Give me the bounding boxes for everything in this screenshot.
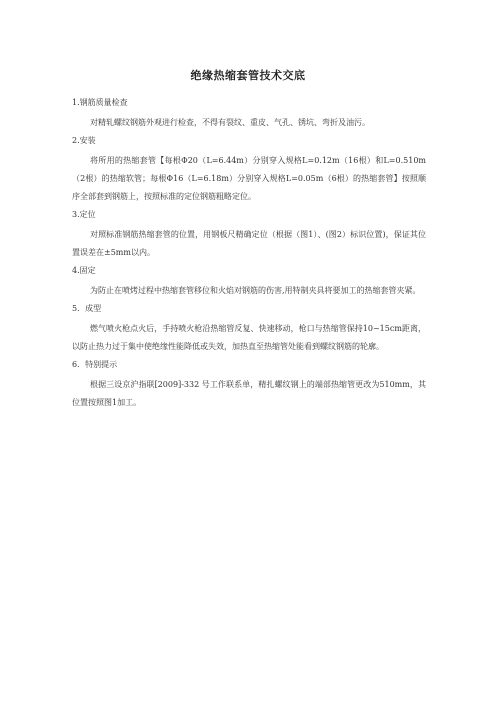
section-heading: 5．成型 — [72, 304, 102, 313]
section-paragraph: 将所用的热缩套管【每根Φ20（L=6.44m）分别穿入规格L=0.12m（16根）和L=0.510m（2根）的热缩软管；每根Φ16（L=6.18m）分别穿入规格L=0.05m（6根）的热缩套管】按照顺序全部套到钢筋上，按照标准的定位钢筋粗略定位。 — [72, 156, 426, 201]
section-heading: 1.钢筋质量检查 — [72, 98, 128, 107]
document-title: 绝缘热缩套管技术交底 — [190, 69, 306, 82]
document-body — [72, 97, 426, 415]
section-paragraph: 对精轧螺纹钢筋外观进行检查，不得有裂纹、重皮、气孔、锈坑、弯折及油污。 — [90, 118, 370, 127]
section-paragraph: 燃气喷火枪点火后，手持喷火枪沿热缩管反复、快速移动，枪口与热缩管保持10~15cm距离，以防止热力过于集中使绝缘性能降低或失效，加热直至热缩管处能看到螺纹钢筋的轮廓。 — [72, 324, 426, 351]
section-installation — [72, 135, 426, 206]
section-quality-check — [72, 97, 426, 132]
section-paragraph: 根据三设京沪指联[2009]-332 号工作联系单，精扎螺纹钢上的端部热缩管更改为510mm，其位置按照图1加工。 — [72, 380, 426, 407]
section-paragraph: 为防止在喷烤过程中热缩套管移位和火焰对钢筋的伤害,用特制夹具将要加工的热缩套管夹紧。 — [90, 286, 421, 295]
section-heading: 6．特别提示 — [72, 360, 118, 369]
section-positioning — [72, 209, 426, 262]
section-heading: 2.安装 — [72, 136, 96, 145]
section-special-notice — [72, 359, 426, 412]
section-fixing — [72, 265, 426, 300]
section-forming — [72, 303, 426, 356]
section-heading: 3.定位 — [72, 210, 96, 219]
section-paragraph: 对照标准钢筋热缩套管的位置，用钢板尺精确定位（根据（图1）、(图2）标识位置)，保证其位置误差在±5mm以内。 — [72, 230, 426, 257]
section-heading: 4.固定 — [72, 266, 96, 275]
